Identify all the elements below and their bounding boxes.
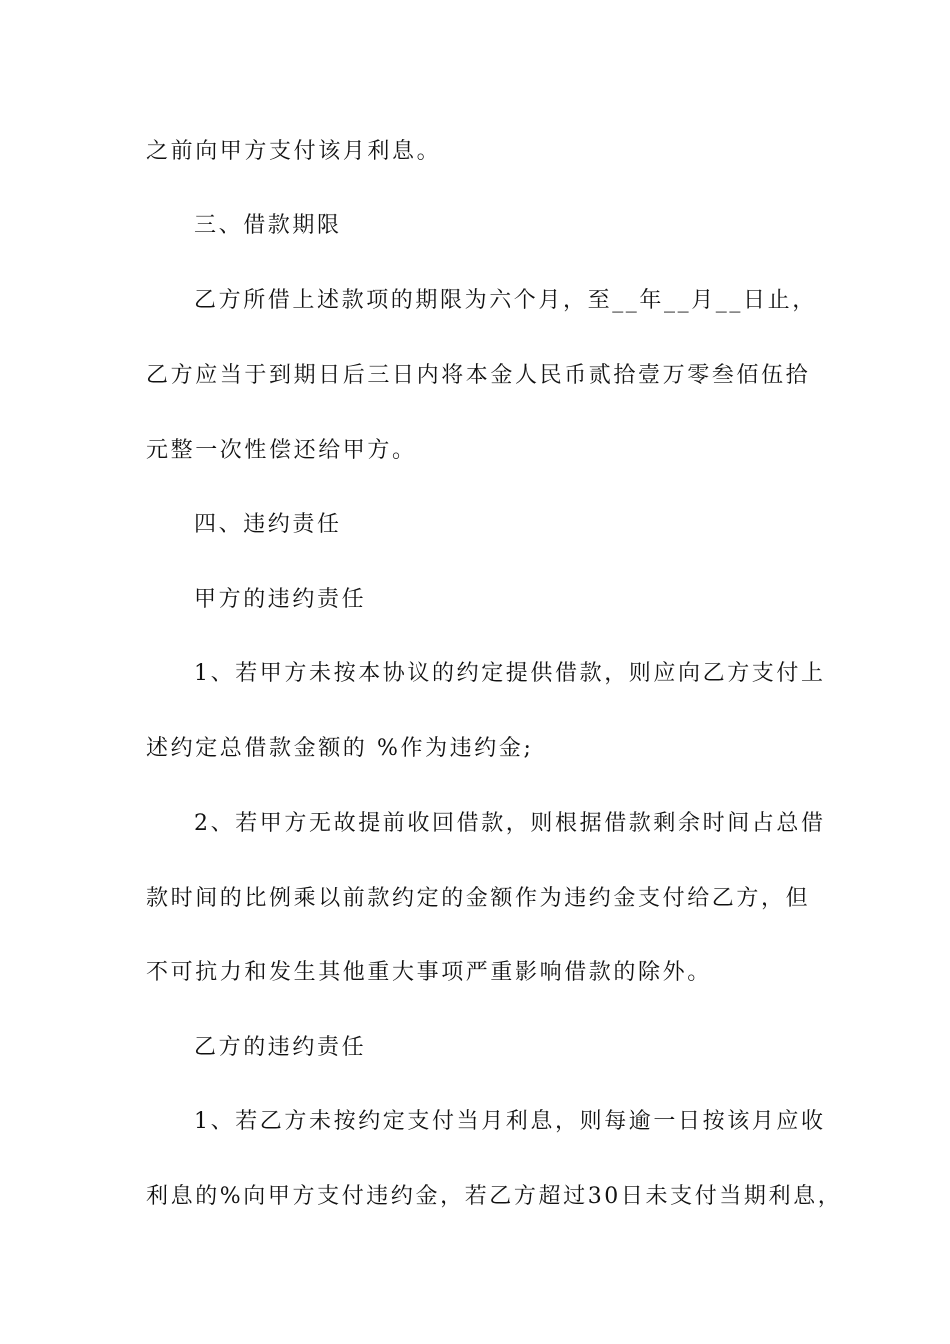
subheading-party-a-liability: 甲方的违约责任 [194, 587, 367, 612]
paragraph-line: 不可抗力和发生其他重大事项严重影响借款的除外。 [146, 960, 712, 985]
paragraph-line: 之前向甲方支付该月利息。 [146, 139, 442, 164]
section-heading-breach-liability: 四、违约责任 [194, 512, 342, 537]
paragraph-line: 1、若甲方未按本协议的约定提供借款，则应向乙方支付上 [194, 661, 826, 686]
section-heading-loan-term: 三、借款期限 [194, 213, 342, 238]
paragraph-line: 述约定总借款金额的 %作为违约金; [146, 736, 534, 761]
paragraph-line: 2、若甲方无故提前收回借款，则根据借款剩余时间占总借 [194, 811, 826, 836]
paragraph-line: 利息的%向甲方支付违约金，若乙方超过30日未支付当期利息， [146, 1184, 843, 1209]
paragraph-line: 乙方所借上述款项的期限为六个月，至__年__月__日止， [194, 288, 817, 313]
paragraph-line: 乙方应当于到期日后三日内将本金人民币贰拾壹万零叁佰伍拾 [146, 363, 811, 388]
paragraph-line: 款时间的比例乘以前款约定的金额作为违约金支付给乙方，但 [146, 886, 811, 911]
paragraph-line: 元整一次性偿还给甲方。 [146, 438, 417, 463]
subheading-party-b-liability: 乙方的违约责任 [194, 1035, 367, 1060]
paragraph-line: 1、若乙方未按约定支付当月利息，则每逾一日按该月应收 [194, 1109, 826, 1134]
